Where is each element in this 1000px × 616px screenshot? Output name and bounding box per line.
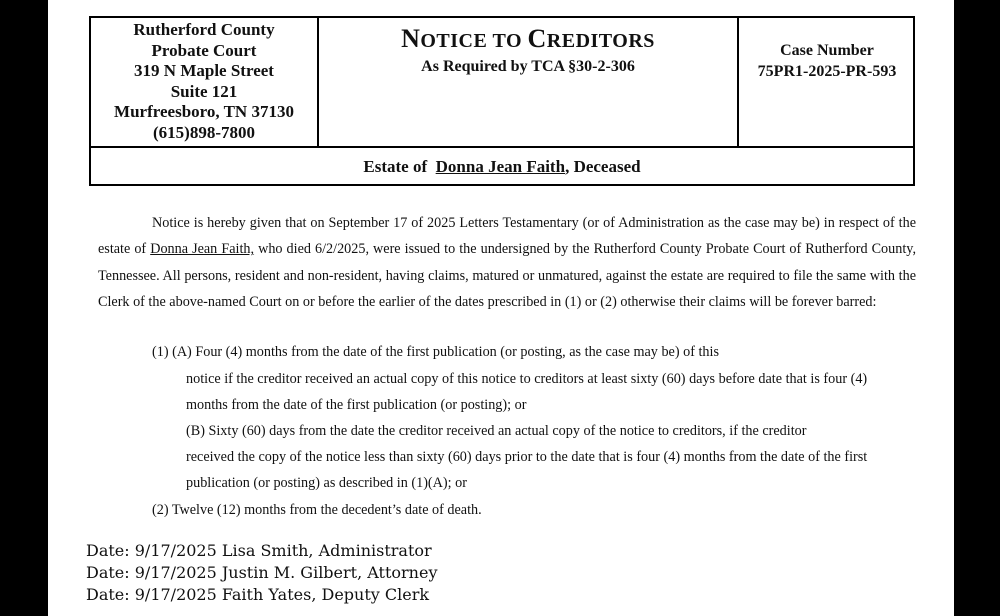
item-1b-line-2: received the copy of the notice less than sixty (60) days prior to the date that is four (4) months from the date of the first <box>186 449 868 465</box>
case-number-label: Case Number <box>780 42 874 59</box>
left-border-bar <box>0 0 48 616</box>
item-1b-line-3: publication (or posting) as described in (1)(A); or <box>186 475 467 491</box>
court-type: Probate Court <box>151 40 257 60</box>
signature-line-deputy-clerk: Date: 9/17/2025 Faith Yates, Deputy Clerk <box>86 585 430 604</box>
case-number-value: 75PR1-2025-PR-593 <box>757 63 897 80</box>
title-cell <box>319 24 737 76</box>
notice-document <box>48 6 954 616</box>
notice-body <box>98 210 916 315</box>
estate-line: Estate of Donna Jean Faith, Deceased <box>363 157 641 176</box>
header-divider <box>737 18 739 146</box>
notice-paragraph: Notice is hereby given that on September 17 of 2025 Letters Testamentary (or of Administration as the case may be) in respect of the estate of Donna Jean Faith, who died 6/2/2025, were issued to the undersigned by the Rutherford County Probate Court of Rutherford County, Tennessee. All persons, resident and non-resident, having claims, matured or unmatured, against the estate are required to file the same with the Clerk of the above-named Court on or before the earlier of the dates prescribed in (1) or (2) otherwise their claims will be forever barred: <box>98 215 916 310</box>
item-1a-line-3: months from the date of the first publication (or posting); or <box>186 397 527 413</box>
decedent-name: Donna Jean Faith <box>435 157 566 176</box>
header-box <box>89 16 915 186</box>
page-title: NOTICE TO CREDITORS <box>401 24 655 53</box>
right-border-bar <box>954 0 1000 616</box>
court-phone: (615)898-7800 <box>153 122 255 142</box>
court-street: 319 N Maple Street <box>134 61 274 81</box>
court-suite: Suite 121 <box>170 81 238 101</box>
signature-line-administrator: Date: 9/17/2025 Lisa Smith, Administrator <box>86 541 432 560</box>
case-number-cell <box>739 40 915 82</box>
item-1a-line-1: (1) (A) Four (4) months from the date of the first publication (or posting, as the case may be) of this <box>152 344 719 360</box>
item-1a-line-2: notice if the creditor received an actual copy of this notice to creditors at least sixty (60) days before date that is four (4) <box>186 371 868 387</box>
court-city: Murfreesboro, TN 37130 <box>114 102 294 122</box>
court-name: Rutherford County <box>133 20 275 39</box>
item-1b-line-1: (B) Sixty (60) days from the date the creditor received an actual copy of the notice to creditors, if the creditor <box>186 423 807 439</box>
signature-line-attorney: Date: 9/17/2025 Justin M. Gilbert, Attorney <box>86 563 438 582</box>
statute-subtitle: As Required by TCA §30-2-306 <box>421 58 635 75</box>
item-2: (2) Twelve (12) months from the decedent’s date of death. <box>152 502 482 518</box>
court-address <box>91 20 317 144</box>
decedent-name-inline: Donna Jean Faith, <box>150 241 255 258</box>
